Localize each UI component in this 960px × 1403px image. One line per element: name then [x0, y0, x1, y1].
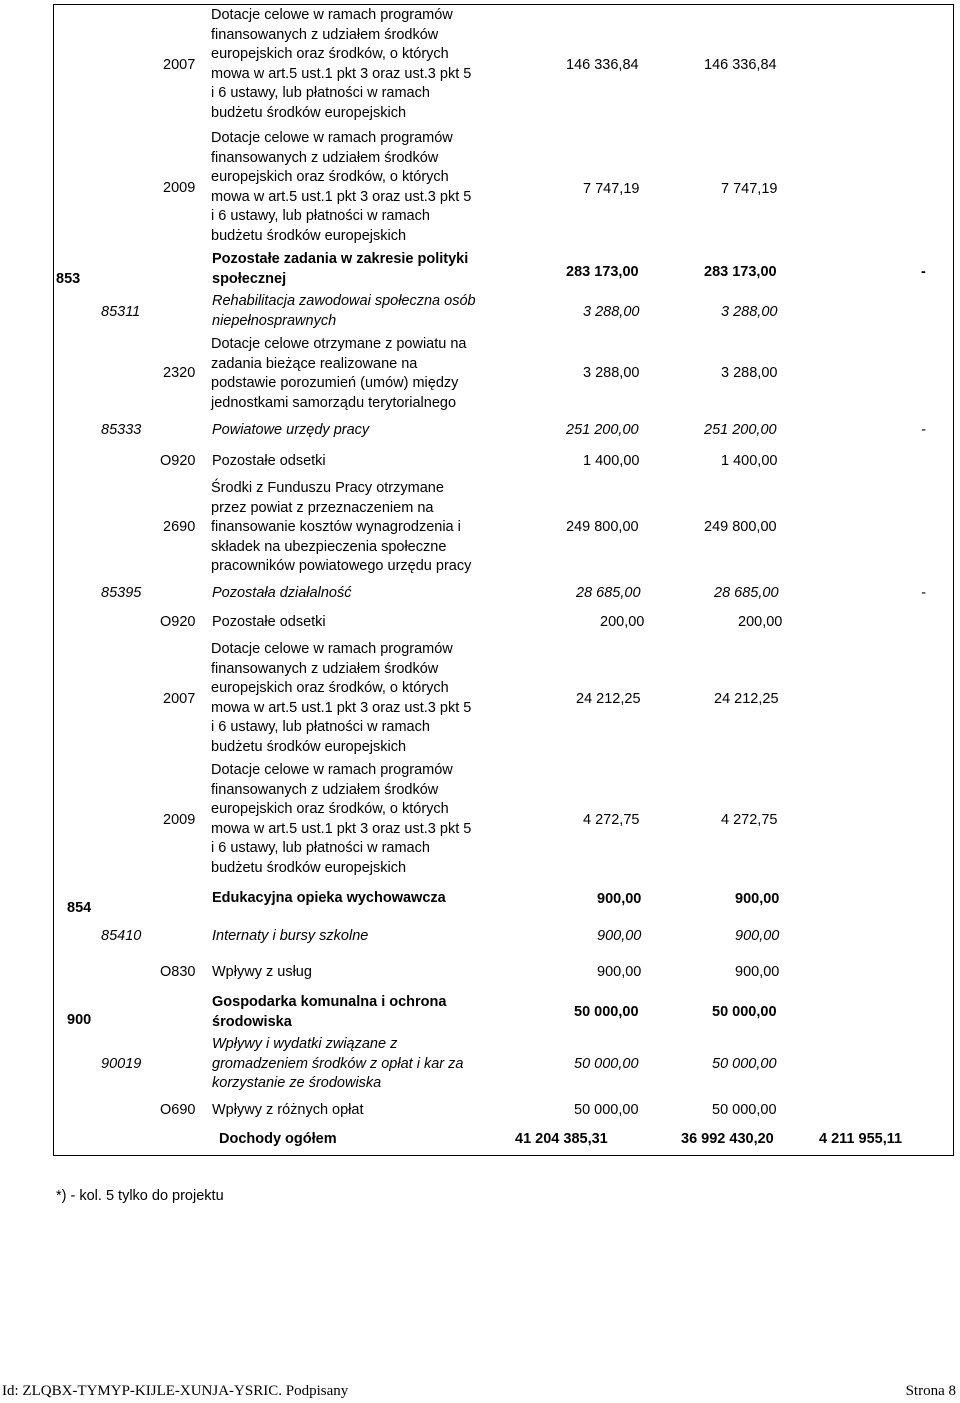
paragraph-code: O830 — [160, 964, 196, 980]
value-projekt: 146 336,84 — [704, 57, 777, 73]
value-plan: 249 800,00 — [566, 519, 639, 535]
value-plan: 3 288,00 — [583, 304, 640, 320]
total-label: Dochody ogółem — [219, 1131, 337, 1147]
value-projekt: 200,00 — [738, 614, 783, 630]
row-description: Pozostała działalność — [212, 585, 352, 601]
row-description: Wpływy z usług — [212, 964, 312, 980]
paragraph-code: 2007 — [163, 57, 196, 73]
rozdzial-code: 85410 — [101, 928, 142, 944]
value-projekt: 3 288,00 — [721, 304, 778, 320]
paragraph-code: 2007 — [163, 691, 196, 707]
paragraph-code: 2320 — [163, 365, 196, 381]
row-description: Powiatowe urzędy pracy — [212, 422, 370, 438]
paragraph-code: 2690 — [163, 519, 196, 535]
value-plan: 4 272,75 — [583, 812, 640, 828]
value-plan: 200,00 — [600, 614, 645, 630]
row-description: Gospodarka komunalna i ochrona środowiska — [212, 994, 447, 1030]
value-plan: 283 173,00 — [566, 264, 639, 280]
value-projekt: 50 000,00 — [712, 1102, 777, 1118]
value-projekt: 1 400,00 — [721, 453, 778, 469]
row-description: Dotacje celowe w ramach programów finansowanych z udziałem środków europejskich oraz środków, o których mowa w art.5 ust.1 pkt 3 oraz ust.3 pkt 5 i 6 ustawy, lub płatności w ramach budżetu środków europejskich — [211, 7, 472, 121]
rozdzial-code: 85311 — [101, 304, 141, 320]
page-number: Strona 8 — [905, 1383, 956, 1399]
value-plan: 251 200,00 — [566, 422, 639, 438]
row-description: Internaty i bursy szkolne — [212, 928, 369, 944]
row-description: Dotacje celowe w ramach programów finansowanych z udziałem środków europejskich oraz środków, o których mowa w art.5 ust.1 pkt 3 oraz ust.3 pkt 5 i 6 ustawy, lub płatności w ramach budżetu środków europejskich — [211, 130, 472, 244]
row-description: Środki z Funduszu Pracy otrzymane przez powiat z przeznaczeniem na finansowanie kosztów wynagrodzenia i składek na ubezpieczenia społeczne pracowników powiatowego urzędu pracy — [211, 480, 472, 574]
value-projekt: 28 685,00 — [714, 585, 779, 601]
value-projekt: 7 747,19 — [721, 181, 778, 197]
document-id: Id: ZLQBX-TYMYP-KIJLE-XUNJA-YSRIC. Podpisany — [2, 1383, 349, 1399]
row-description: Dotacje celowe w ramach programów finansowanych z udziałem środków europejskich oraz środków, o których mowa w art.5 ust.1 pkt 3 oraz ust.3 pkt 5 i 6 ustawy, lub płatności w ramach budżetu środków europejskich — [211, 762, 472, 876]
value-plan: 50 000,00 — [574, 1102, 639, 1118]
value-plan: 50 000,00 — [574, 1056, 639, 1072]
paragraph-code: 2009 — [163, 180, 196, 196]
footnote: *) - kol. 5 tylko do projektu — [56, 1188, 224, 1204]
value-plan: 24 212,25 — [576, 691, 641, 707]
value-plan: 900,00 — [597, 891, 642, 907]
row-description: Pozostałe odsetki — [212, 453, 326, 469]
value-projekt: 283 173,00 — [704, 264, 777, 280]
value-projekt: 24 212,25 — [714, 691, 779, 707]
value-projekt: 900,00 — [735, 964, 780, 980]
paragraph-code: 2009 — [163, 812, 196, 828]
total-projekt: 36 992 430,20 — [681, 1131, 774, 1147]
paragraph-code: O920 — [160, 453, 196, 469]
value-plan: 50 000,00 — [574, 1004, 639, 1020]
value-plan: 900,00 — [597, 964, 642, 980]
row-description: Wpływy i wydatki związane z gromadzeniem środków z opłat i kar za korzystanie ze środowiska — [212, 1036, 464, 1091]
value-projekt: 900,00 — [735, 928, 780, 944]
value-zmiana: - — [921, 264, 926, 280]
value-plan: 3 288,00 — [583, 365, 640, 381]
table-frame — [53, 4, 954, 1156]
value-projekt: 251 200,00 — [704, 422, 777, 438]
value-projekt: 249 800,00 — [704, 519, 777, 535]
value-zmiana: - — [921, 585, 926, 601]
row-description: Dotacje celowe otrzymane z powiatu na zadania bieżące realizowane na podstawie porozumień (umów) między jednostkami samorządu terytorialnego — [211, 336, 467, 411]
value-projekt: 900,00 — [735, 891, 780, 907]
row-description: Pozostałe zadania w zakresie polityki społecznej — [212, 251, 469, 287]
row-description: Rehabilitacja zawodowai społeczna osób niepełnosprawnych — [212, 293, 476, 329]
value-plan: 1 400,00 — [583, 453, 640, 469]
rozdzial-code: 90019 — [101, 1056, 142, 1072]
total-plan: 41 204 385,31 — [515, 1131, 608, 1147]
row-description: Pozostałe odsetki — [212, 614, 326, 630]
dzial-code: 900 — [67, 1012, 92, 1028]
value-projekt: 4 272,75 — [721, 812, 778, 828]
dzial-code: 854 — [67, 900, 92, 916]
paragraph-code: O690 — [160, 1102, 196, 1118]
value-plan: 146 336,84 — [566, 57, 639, 73]
rozdzial-code: 85395 — [101, 585, 142, 601]
row-description: Dotacje celowe w ramach programów finansowanych z udziałem środków europejskich oraz środków, o których mowa w art.5 ust.1 pkt 3 oraz ust.3 pkt 5 i 6 ustawy, lub płatności w ramach budżetu środków europejskich — [211, 641, 472, 755]
value-projekt: 50 000,00 — [712, 1056, 777, 1072]
total-zmiana: 4 211 955,11 — [819, 1131, 903, 1147]
value-projekt: 3 288,00 — [721, 365, 778, 381]
value-plan: 28 685,00 — [576, 585, 641, 601]
row-description: Wpływy z różnych opłat — [212, 1102, 364, 1118]
dzial-code: 853 — [56, 271, 81, 287]
row-description: Edukacyjna opieka wychowawcza — [212, 890, 446, 906]
rozdzial-code: 85333 — [101, 422, 142, 438]
value-plan: 900,00 — [597, 928, 642, 944]
value-plan: 7 747,19 — [583, 181, 640, 197]
value-projekt: 50 000,00 — [712, 1004, 777, 1020]
value-zmiana: - — [921, 422, 926, 438]
paragraph-code: O920 — [160, 614, 196, 630]
